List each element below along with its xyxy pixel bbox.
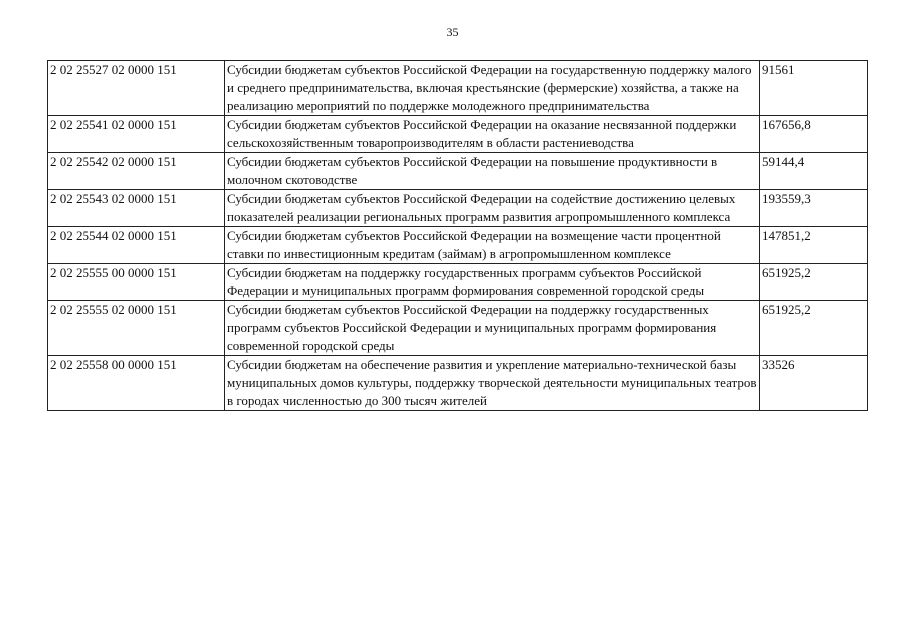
budget-code-cell: 2 02 25542 02 0000 151 — [48, 153, 225, 190]
table-row — [48, 190, 868, 227]
budget-code-cell: 2 02 25544 02 0000 151 — [48, 227, 225, 264]
description-cell: Субсидии бюджетам субъектов Российской Федерации на повышение продуктивности в молочном скотоводстве — [225, 153, 760, 190]
amount-cell: 193559,3 — [760, 190, 868, 227]
table-row — [48, 153, 868, 190]
amount-cell: 33526 — [760, 356, 868, 411]
budget-code-cell: 2 02 25555 00 0000 151 — [48, 264, 225, 301]
table-row — [48, 356, 868, 411]
budget-code-cell: 2 02 25543 02 0000 151 — [48, 190, 225, 227]
amount-cell: 651925,2 — [760, 301, 868, 356]
description-cell: Субсидии бюджетам субъектов Российской Федерации на содействие достижению целевых показателей реализации региональных программ развития агропромышленного комплекса — [225, 190, 760, 227]
amount-cell: 147851,2 — [760, 227, 868, 264]
description-cell: Субсидии бюджетам субъектов Российской Федерации на государственную поддержку малого и среднего предпринимательства, включая крестьянские (фермерские) хозяйства, а также на реализацию мероприятий по поддержке молодежного предпринимательства — [225, 61, 760, 116]
amount-cell: 59144,4 — [760, 153, 868, 190]
table-row — [48, 227, 868, 264]
table-row — [48, 61, 868, 116]
amount-cell: 651925,2 — [760, 264, 868, 301]
amount-cell: 91561 — [760, 61, 868, 116]
table-row — [48, 116, 868, 153]
amount-cell: 167656,8 — [760, 116, 868, 153]
table-row — [48, 301, 868, 356]
budget-code-cell: 2 02 25541 02 0000 151 — [48, 116, 225, 153]
budget-revenue-table — [47, 60, 868, 411]
description-cell: Субсидии бюджетам субъектов Российской Федерации на возмещение части процентной ставки по инвестиционным кредитам (займам) в агропромышленном комплексе — [225, 227, 760, 264]
description-cell: Субсидии бюджетам на поддержку государственных программ субъектов Российской Федерации и муниципальных программ формирования современной городской среды — [225, 264, 760, 301]
budget-code-cell: 2 02 25555 02 0000 151 — [48, 301, 225, 356]
description-cell: Субсидии бюджетам субъектов Российской Федерации на поддержку государственных программ субъектов Российской Федерации и муниципальных программ формирования современной городской среды — [225, 301, 760, 356]
page-number: 35 — [446, 25, 459, 39]
table-row — [48, 264, 868, 301]
budget-code-cell: 2 02 25558 00 0000 151 — [48, 356, 225, 411]
description-cell: Субсидии бюджетам на обеспечение развития и укрепление материально-технической базы муниципальных домов культуры, поддержку творческой деятельности муниципальных театров в городах численностью до 300 тысяч жителей — [225, 356, 760, 411]
description-cell: Субсидии бюджетам субъектов Российской Федерации на оказание несвязанной поддержки сельскохозяйственным товаропроизводителям в области растениеводства — [225, 116, 760, 153]
budget-code-cell: 2 02 25527 02 0000 151 — [48, 61, 225, 116]
